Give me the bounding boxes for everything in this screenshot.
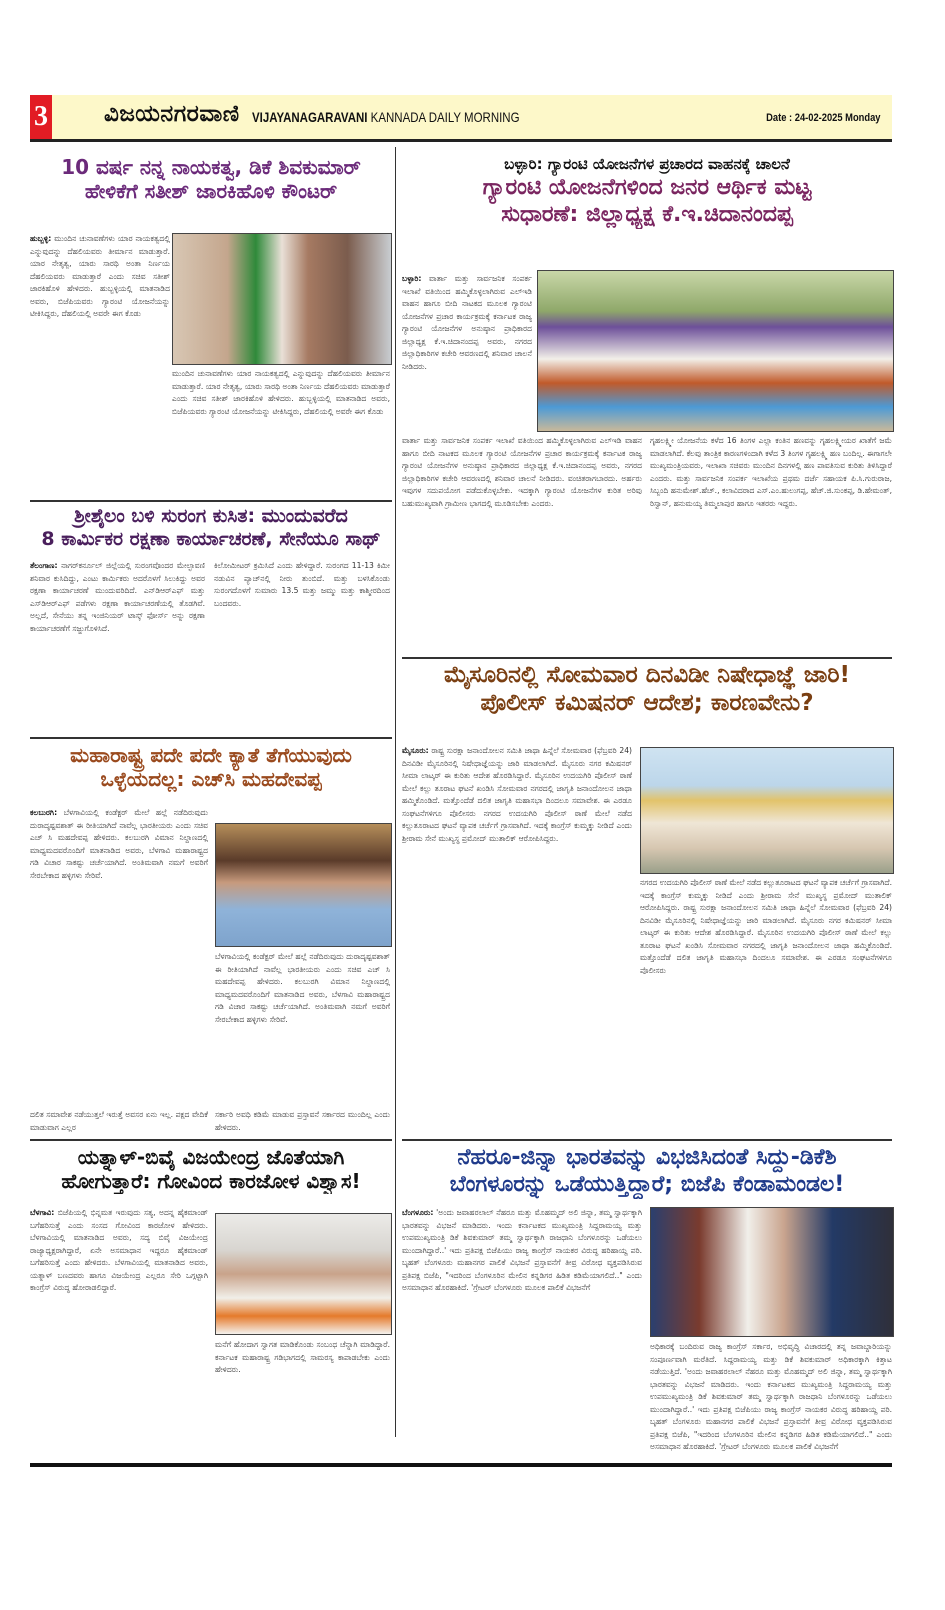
body-text: ಮನೆಗೆ ಹೋದಾಗ ಸ್ವಾಗತ ಮಾಡಿಕೊಂಡು ಸಂಬಂಧ ಚೆನ್ನಾಗಿ ಮಾಡಿದ್ದಾರೆ. ಕರ್ನಾಟಕ ಮಹಾರಾಷ್ಟ್ರ ಗಡಿಭಾಗದಲ್ಲಿ ಸಾಮರಸ್ಯ ಕಾಪಾಡಬೇಕು ಎಂದು ಹೇಳಿದರು.	[215, 1340, 390, 1374]
headline-satish[interactable]	[30, 155, 392, 204]
article-body-mahadevappa-cont	[215, 951, 390, 1109]
dateline: ಬೆಂಗಳೂರು:	[402, 1208, 434, 1217]
article-body-karajol-cont	[215, 1339, 390, 1459]
headline-mahadevappa[interactable]	[30, 743, 392, 792]
section-rule	[30, 737, 392, 739]
body-text: ಬಿಜೆಪಿಯಲ್ಲಿ ಭಿನ್ನಮತ ಇರುವುದು ಸತ್ಯ, ಅದನ್ನ ಹೈಕಮಾಂಡ್ ಬಗೆಹರಿಸುತ್ತೆ ಎಂದು ಸಂಸದ ಗೋವಿಂದ ಕಾರಜೋಳ ಹೇಳಿದರು. ಬೆಳಗಾವಿಯಲ್ಲಿ ಮಾತನಾಡಿದ ಅವರು, ಸದ್ಯ ಬಿವೈ ವಿಜಯೇಂದ್ರ ರಾಜ್ಯಾಧ್ಯಕ್ಷರಾಗಿದ್ದಾರೆ, ಏನೇ ಅಸಮಾಧಾನ ಇದ್ದರೂ ಹೈಕಮಾಂಡ್ ಬಗೆಹರಿಸುತ್ತೆ ಎಂದು ಹೇಳಿದರು. ಬೆಳಗಾವಿಯಲ್ಲಿ ಮಾತನಾಡಿದ ಅವರು, ಯತ್ನಾಳ್ ಬಣದವರು ಹಾಗೂ ವಿಜಯೇಂದ್ರ ಎಲ್ಲರೂ ಸೇರಿ ಒಗ್ಗಟ್ಟಾಗಿ ಕಾಂಗ್ರೆಸ್ ವಿರುದ್ಧ ಹೋರಾಡಲಿದ್ದಾರೆ.	[30, 1208, 208, 1292]
section-rule	[402, 1139, 892, 1141]
masthead	[30, 95, 892, 139]
body-text: ದಲಿತ ಸಮಾವೇಶ ನಡೆಯುತ್ತಲೆ ಇರುತ್ತೆ ಅವಸರ ಏನು ಇಲ್ಲ. ಪಕ್ಷದ ವೇದಿಕೆ ಮಾಡುವಾಗ ಎಲ್ಲರ	[30, 1110, 208, 1132]
article-body-srisailam-cont	[214, 560, 390, 728]
column-divider	[395, 147, 396, 1437]
headline-line: ಬೆಂಗಳೂರನ್ನು ಒಡೆಯುತ್ತಿದ್ದಾರೆ; ಬಿಜೆಪಿ ಕೆಂಡಾಮಂಡಲ!	[449, 1171, 845, 1197]
article-body-satish	[30, 233, 170, 458]
headline-line: ಮಹಾರಾಷ್ಟ್ರ ಪದೇ ಪದೇ ಕ್ಯಾತೆ ತೆಗೆಯುವುದು	[70, 743, 352, 767]
article-body-nehru-cont	[650, 1341, 892, 1459]
body-text: ಮುಂದಿನ ಚುನಾವಣೆಗಳು ಯಾರ ನಾಯಕತ್ವದಲ್ಲಿ ಎನ್ನುವುದನ್ನು ದೆಹಲಿಯವರು ತೀರ್ಮಾನ ಮಾಡುತ್ತಾರೆ. ಯಾರ ನೇತೃತ್ವ, ಯಾರು ಸಾರಥಿ ಅಂತಾ ನಿರ್ಣಯ ದೆಹಲಿಯವರು ಮಾಡುತ್ತಾರೆ ಎಂದು ಸಚಿವ ಸತೀಶ್ ಜಾರಕಿಹೊಳಿ ಹೇಳಿದರು. ಹುಬ್ಬಳ್ಳಿಯಲ್ಲಿ ಮಾತನಾಡಿದ ಅವರು, ಬಿಜೆಪಿಯವರು ಗ್ಯಾರಂಟಿ ಯೋಜನೆಯನ್ನು ಟೀಕಿಸಿದ್ದರು, ದೆಹಲಿಯಲ್ಲಿ ಅವರೇ ಈಗ ಕೊಡು	[30, 234, 170, 318]
article-body-mysuru-cont	[640, 877, 892, 1135]
section-rule	[402, 657, 892, 659]
body-text: ಬೆಳಗಾವಿಯಲ್ಲಿ ಕಂಡೆಕ್ಟರ್ ಮೇಲೆ ಹಲ್ಲೆ ನಡೆದಿರುವುದು ದುರಾದೃಷ್ಟವಶಾತ್ ಈ ರೀತಿಯಾಗಿದೆ ನಾವೆಲ್ಲ ಭಾರತೀಯರು ಎಂದು ಸಚಿವ ಎಚ್ ಸಿ ಮಹದೇವಪ್ಪ ಹೇಳಿದರು. ಕಲಬುರಗಿ ವಿಮಾನ ನಿಲ್ದಾಣದಲ್ಲಿ ಮಾಧ್ಯಮದವರೊಂದಿಗೆ ಮಾತನಾಡಿದ ಅವರು, ಬೆಳಗಾವಿ ಮಹಾರಾಷ್ಟ್ರದ ಗಡಿ ವಿಚಾರ ಸಾಕಷ್ಟು ಚರ್ಚೆಯಾಗಿದೆ. ಅಂತಿಮವಾಗಿ ನಮಗೆ ಅವರಿಗೆ ಸೇರಬೇಕಾದ ಹಳ್ಳಿಗಳು ಸೇರಿವೆ.	[215, 952, 390, 1024]
dateline: ತೆಲಂಗಾಣ:	[30, 561, 58, 570]
dateline: ಮೈಸೂರು:	[402, 746, 429, 755]
article-body-srisailam	[30, 560, 205, 728]
page-bottom-rule	[30, 1463, 892, 1467]
headline-line: ಮೈಸೂರಿನಲ್ಲಿ ಸೋಮವಾರ ದಿನವಿಡೀ ನಿಷೇಧಾಜ್ಞೆ ಜಾರಿ!	[443, 662, 851, 688]
headline-line: ನೆಹರೂ-ಜಿನ್ನಾ ಭಾರತವನ್ನು ವಿಭಜಿಸಿದಂತೆ ಸಿದ್ದು-ಡಿಕೆಶಿ	[457, 1145, 837, 1170]
headline-line: ಯತ್ನಾಳ್-ಬಿವೈ ವಿಜಯೇಂದ್ರ ಜೊತೆಯಾಗಿ	[77, 1145, 345, 1169]
body-text: ವಾರ್ತಾ ಮತ್ತು ಸಾರ್ವಜನಿಕ ಸಂಪರ್ಕ ಇಲಾಖೆ ವತಿಯಿಂದ ಹಮ್ಮಿಕೊಳ್ಳಲಾಗಿರುವ ಎಲ್ಇಡಿ ವಾಹನ ಹಾಗೂ ಬೀದಿ ನಾಟಕದ ಮೂಲಕ ಗ್ಯಾರಂಟಿ ಯೋಜನೆಗಳ ಪ್ರಚಾರ ಕಾರ್ಯಕ್ರಮಕ್ಕೆ ಕರ್ನಾಟಕ ರಾಜ್ಯ ಗ್ಯಾರಂಟಿ ಯೋಜನೆಗಳ ಅನುಷ್ಠಾನ ಪ್ರಾಧಿಕಾರದ ಜಿಲ್ಲಾಧ್ಯಕ್ಷ ಕೆ.ಇ.ಚಿದಾನಂದಪ್ಪ ಅವರು, ನಗರದ ಜಿಲ್ಲಾಧಿಕಾರಿಗಳ ಕಚೇರಿ ಆವರಣದಲ್ಲಿ ಶನಿವಾರ ಚಾಲನೆ ನೀಡಿದರು.	[402, 436, 642, 483]
body-text: ನಾಗರ್‌ಕರ್ನೂಲ್ ಜಿಲ್ಲೆಯಲ್ಲಿ ಸುರಂಗವೊಂದರ ಮೇಲ್ಛಾವಣಿ ಶನಿವಾರ ಕುಸಿದಿದ್ದು, ಎಂಟು ಕಾರ್ಮಿಕರು ಅದರೊಳಗೆ ಸಿಲುಕಿದ್ದು ಅವರ ರಕ್ಷಣಾ ಕಾರ್ಯಾಚರಣೆ ಮುಂದುವರಿದಿದೆ. ಎನ್‌ಡಿಆರ್‌ಎಫ್ ಮತ್ತು ಎಸ್‌ಡಿಆರ್‌ಎಫ್ ಪಡೆಗಳು ರಕ್ಷಣಾ ಕಾರ್ಯಾಚರಣೆಯಲ್ಲಿ ತೊಡಗಿವೆ. ಅಲ್ಲದೆ, ಸೇನೆಯು ತನ್ನ ಇಂಜಿನಿಯರ್ ಟಾಸ್ಕ್ ಫೋರ್ಸ್ ಅನ್ನು ರಕ್ಷಣಾ ಕಾರ್ಯಾಚರಣೆಗೆ ಸಜ್ಜುಗೊಳಿಸಿದೆ.	[30, 561, 205, 633]
dateline: ಕಲಬುರಗಿ:	[30, 808, 58, 817]
headline-line: ಹೇಳಿಕೆಗೆ ಸತೀಶ್ ಜಾರಕಿಹೊಳಿ ಕೌಂಟರ್	[84, 179, 338, 204]
article-body-satish-cont	[172, 368, 390, 460]
article-body-mysuru	[402, 745, 632, 1135]
body-text: 'ಅಂದು ಜವಾಹರಲಾಲ್ ನೆಹರೂ ಮತ್ತು ಮೊಹಮ್ಮದ್ ಅಲಿ ಜಿನ್ನಾ, ತಮ್ಮ ಸ್ವಾರ್ಥಕ್ಕಾಗಿ ಭಾರತವನ್ನು ವಿಭಜನೆ ಮಾಡಿದರು. ಇಂದು ಕರ್ನಾಟಕದ ಮುಖ್ಯಮಂತ್ರಿ ಸಿದ್ದರಾಮಯ್ಯ ಮತ್ತು ಉಪಮುಖ್ಯಮಂತ್ರಿ ಡಿಕೆ ಶಿವಕುಮಾರ್ ತಮ್ಮ ಸ್ವಾರ್ಥಕ್ಕಾಗಿ ರಾಜಧಾನಿ ಬೆಂಗಳೂರನ್ನು ಒಡೆಯಲು ಮುಂದಾಗಿದ್ದಾರೆ..' ಇದು ಪ್ರತಿಪಕ್ಷ ಬಿಜೆಪಿಯು ರಾಜ್ಯ ಕಾಂಗ್ರೆಸ್ ನಾಯಕರ ವಿರುದ್ಧ ಹರಿಹಾಯ್ದ ಪರಿ. ಬೃಹತ್ ಬೆಂಗಳೂರು ಮಹಾನಗರ ಪಾಲಿಕೆ ವಿಭಜನೆ ಪ್ರಸ್ತಾವನೆಗೆ ತೀವ್ರ ವಿರೋಧ ವ್ಯಕ್ತಪಡಿಸಿರುವ ಪ್ರತಿಪಕ್ಷ ಬಿಜೆಪಿ, "ಇದರಿಂದ ಬೆಂಗಳೂರಿನ ಮೇಲಿನ ಕನ್ನಡಿಗರ ಹಿಡಿತ ಕಡಿಮೆಯಾಗಲಿದೆ.." ಎಂದು ಅಸಮಾಧಾನ ಹೊರಹಾಕಿದೆ. 'ಗ್ರೇಟರ್ ಬೆಂಗಳೂರು ಮೂಲಕ ಪಾಲಿಕೆ ವಿಭಜನೆಗೆ	[650, 1367, 892, 1451]
headline-guarantee[interactable]	[402, 175, 892, 229]
body-text: ಅಧಿಕಾರಕ್ಕೆ ಬಂದಿರುವ ರಾಜ್ಯ ಕಾಂಗ್ರೆಸ್ ಸರ್ಕಾರ, ಅಭಿವೃದ್ಧಿ ವಿಚಾರದಲ್ಲಿ ತನ್ನ ಜವಾಬ್ದಾರಿಯನ್ನು ಸಂಪೂರ್ಣವಾಗಿ ಮರೆತಿದೆ. ಸಿದ್ದರಾಮಯ್ಯ ಮತ್ತು ಡಿಕೆ ಶಿವಕುಮಾರ್ ಅಧಿಕಾರಕ್ಕಾಗಿ ಕಿತ್ತಾಟ ನಡೆಯುತ್ತಿದೆ.	[650, 1342, 892, 1376]
logo-kannada: ವಿಜಯನಗರವಾಣಿ	[104, 101, 240, 127]
headline-line: ಪೊಲೀಸ್ ಕಮಿಷನರ್ ಆದೇಶ; ಕಾರಣವೇನು?	[480, 690, 814, 717]
headline-line: ಒಳ್ಳೆಯದಲ್ಲ: ಎಚ್‌ಸಿ ಮಹದೇವಪ್ಪ	[100, 767, 322, 792]
body-text: ಮುಂದಿನ ಚುನಾವಣೆಗಳು ಯಾರ ನಾಯಕತ್ವದಲ್ಲಿ ಎನ್ನುವುದನ್ನು ದೆಹಲಿಯವರು ತೀರ್ಮಾನ ಮಾಡುತ್ತಾರೆ. ಯಾರ ನೇತೃತ್ವ, ಯಾರು ಸಾರಥಿ ಅಂತಾ ನಿರ್ಣಯ ದೆಹಲಿಯವರು ಮಾಡುತ್ತಾರೆ ಎಂದು ಸಚಿವ ಸತೀಶ್ ಜಾರಕಿಹೊಳಿ ಹೇಳಿದರು. ಹುಬ್ಬಳ್ಳಿಯಲ್ಲಿ ಮಾತನಾಡಿದ ಅವರು, ಬಿಜೆಪಿಯವರು ಗ್ಯಾರಂಟಿ ಯೋಜನೆಯನ್ನು ಟೀಕಿಸಿದ್ದರು, ದೆಹಲಿಯಲ್ಲಿ ಅವರೇ ಈಗ ಕೊಡು	[172, 369, 390, 416]
body-text: ಮತ್ತು ಸಾರ್ವಜನಿಕ ಸಂಪರ್ಕ ಇಲಾಖೆಯ ಪ್ರಥಮ ದರ್ಜೆ ಸಹಾಯಕ ಪಿ.ಸಿ.ಗುರುರಾಜ, ಸಿಬ್ಬಂದಿ ಹನುಮೇಶ್.ಹೆಚ್., ಕಲಾವಿದರಾದ ಎಸ್.ಎಂ.ಹುಲುಗಪ್ಪ, ಹೆಚ್.ಜಿ.ಸುಂಕಪ್ಪ, ಡಿ.ಹೇಮಂತ್, ರಿಸ್ವಾನ್, ಹನುಮಯ್ಯ ತಿಮ್ಮಲಾಪುರ ಹಾಗೂ ಇತರರು ಇದ್ದರು.	[650, 473, 892, 508]
body-text: ನಗರದ ಉದಯಗಿರಿ ಪೊಲೀಸ್ ಠಾಣೆ ಮೇಲೆ ನಡೆದ ಕಲ್ಲುತೂರಾಟದ ಘಟನೆ ವ್ಯಾಪಕ ಚರ್ಚೆಗೆ ಗ್ರಾಸವಾಗಿದೆ. ಇದಕ್ಕೆ ಕಾಂಗ್ರೆಸ್ ಕುಮ್ಮಕ್ಕು ನೀಡಿದೆ ಎಂದು ಶ್ರೀರಾಮ ಸೇನೆ ಮುಖ್ಯಸ್ಥ ಪ್ರಮೋದ್ ಮುತಾಲಿಕ್ ಆರೋಪಿಸಿದ್ದರು.	[640, 878, 892, 912]
section-rule	[30, 500, 392, 502]
photo-karajol	[215, 1213, 392, 1335]
dateline: ಹುಬ್ಬಳ್ಳಿ:	[30, 234, 52, 243]
dateline: ಬೆಳಗಾವಿ:	[30, 1208, 55, 1217]
headline-line: ಸುಧಾರಣೆ: ಜಿಲ್ಲಾಧ್ಯಕ್ಷ ಕೆ.ಇ.ಚಿದಾನಂದಪ್ಪ	[501, 201, 793, 227]
logo-english-rest: KANNADA DAILY MORNING	[367, 109, 520, 125]
article-body-guarantee-cont	[402, 435, 642, 635]
logo-english-bold: VIJAYANAGARAVANI	[252, 109, 368, 125]
photo-mysuru-palace	[640, 747, 894, 874]
headline-mysuru[interactable]	[402, 661, 892, 717]
headline-nehru[interactable]	[402, 1145, 892, 1199]
section-rule	[30, 1139, 392, 1141]
masthead-rule	[30, 139, 892, 142]
article-body-mahadevappa-end2	[215, 1109, 390, 1135]
headline-karajol[interactable]	[30, 1145, 392, 1194]
article-body-mahadevappa-end	[30, 1109, 208, 1135]
logo-english	[252, 109, 520, 125]
headline-line: 8 ಕಾರ್ಮಿಕರ ರಕ್ಷಣಾ ಕಾರ್ಯಾಚರಣೆ, ಸೇನೆಯೂ ಸಾಥ್	[41, 528, 381, 551]
body-text: ಕಿಲೋಮೀಟರ್ ಕ್ರಮಿಸಿದೆ ಎಂದು ಹೇಳಿದ್ದಾರೆ. ಸುರಂಗದ 11-13 ಕಿಮೀ ನಡುವಿನ ಪ್ಯಾಚ್‌ನಲ್ಲಿ ನೀರು ತುಂಬಿದೆ. ಮತ್ತು ಬಳಸಿಕೊಂಡು ಸುರಂಗದೊಳಗೆ ಸುಮಾರು 13.5 ಮತ್ತು ಜಮ್ಮು ಮತ್ತು ಕಾಶ್ಮೀರದಿಂದ ಬಂದವರು.	[214, 561, 390, 608]
article-body-mahadevappa	[30, 807, 208, 1109]
body-text: ವಂಚಿತರಾಗಬಾರದು. ಅರ್ಹರು ಇವುಗಳ ಸದುಪಯೋಗ ಪಡೆದುಕೊಳ್ಳಬೇಕು. ಇದಕ್ಕಾಗಿ ಗ್ಯಾರಂಟಿ ಯೋಜನೆಗಳ ಕುರಿತ ಅರಿವು ಬಹುಮುಖ್ಯವಾಗಿ ಗ್ರಾಮೀಣ ಭಾಗದಲ್ಲಿ ಮೂಡಿಸಬೇಕು ಎಂದರು.	[402, 473, 642, 508]
headline-srisailam[interactable]	[30, 505, 392, 551]
headline-line: ಹೋಗುತ್ತಾರೆ: ಗೋವಿಂದ ಕಾರಜೋಳ ವಿಶ್ವಾಸ!	[61, 1169, 361, 1194]
body-text: ಗೃಹಲಕ್ಷ್ಮೀ ಯೋಜನೆಯ ಕಳೆದ 16 ತಿಂಗಳ ಎಲ್ಲಾ ಕಂತಿನ ಹಣವನ್ನು ಗೃಹಲಕ್ಷ್ಮೀಯರ ಖಾತೆಗೆ ಜಮೆ ಮಾಡಲಾಗಿದೆ. ಕೆಲವು ತಾಂತ್ರಿಕ ಕಾರಣಗಳಿಂದಾಗಿ ಕಳೆದ 3 ತಿಂಗಳ ಗೃಹಲಕ್ಷ್ಮಿ ಹಣ ಬಂದಿಲ್ಲ. ಈಗಾಗಲೇ ಮುಖ್ಯಮಂತ್ರಿಯವರು, ಇಲಾಖಾ ಸಚಿವರು ಮುಂದಿನ ದಿನಗಳಲ್ಲಿ ಹಣ ಪಾವತಿಸುವ ಕುರಿತು ತಿಳಿಸಿದ್ದಾರೆ ಎಂದರು.	[650, 436, 892, 483]
body-text: 'ಅಂದು ಜವಾಹರಲಾಲ್ ನೆಹರೂ ಮತ್ತು ಮೊಹಮ್ಮದ್ ಅಲಿ ಜಿನ್ನಾ, ತಮ್ಮ ಸ್ವಾರ್ಥಕ್ಕಾಗಿ ಭಾರತವನ್ನು ವಿಭಜನೆ ಮಾಡಿದರು. ಇಂದು ಕರ್ನಾಟಕದ ಮುಖ್ಯಮಂತ್ರಿ ಸಿದ್ದರಾಮಯ್ಯ ಮತ್ತು ಉಪಮುಖ್ಯಮಂತ್ರಿ ಡಿಕೆ ಶಿವಕುಮಾರ್ ತಮ್ಮ ಸ್ವಾರ್ಥಕ್ಕಾಗಿ ರಾಜಧಾನಿ ಬೆಂಗಳೂರನ್ನು ಒಡೆಯಲು ಮುಂದಾಗಿದ್ದಾರೆ..' ಇದು ಪ್ರತಿಪಕ್ಷ ಬಿಜೆಪಿಯು ರಾಜ್ಯ ಕಾಂಗ್ರೆಸ್ ನಾಯಕರ ವಿರುದ್ಧ ಹರಿಹಾಯ್ದ ಪರಿ. ಬೃಹತ್ ಬೆಂಗಳೂರು ಮಹಾನಗರ ಪಾಲಿಕೆ ವಿಭಜನೆ ಪ್ರಸ್ತಾವನೆಗೆ ತೀವ್ರ ವಿರೋಧ ವ್ಯಕ್ತಪಡಿಸಿರುವ ಪ್ರತಿಪಕ್ಷ ಬಿಜೆಪಿ, "ಇದರಿಂದ ಬೆಂಗಳೂರಿನ ಮೇಲಿನ ಕನ್ನಡಿಗರ ಹಿಡಿತ ಕಡಿಮೆಯಾಗಲಿದೆ.." ಎಂದು ಅಸಮಾಧಾನ ಹೊರಹಾಕಿದೆ. 'ಗ್ರೇಟರ್ ಬೆಂಗಳೂರು ಮೂಲಕ ಪಾಲಿಕೆ ವಿಭಜನೆಗೆ	[402, 1208, 642, 1292]
page-number-badge: 3	[30, 95, 52, 139]
article-body-karajol	[30, 1207, 208, 1459]
body-text: ಸರ್ಕಾರಿ ಅವಧಿ ಕಡಿಮೆ ಮಾಡುವ ಪ್ರಸ್ತಾವನೆ ಸರ್ಕಾರದ ಮುಂದಿಲ್ಲ ಎಂದು ಹೇಳಿದರು.	[215, 1110, 390, 1132]
headline-line: ಶ್ರೀಶೈಲಂ ಬಳಿ ಸುರಂಗ ಕುಸಿತ: ಮುಂದುವರೆದ	[74, 505, 348, 527]
photo-guarantee-vehicle	[537, 270, 894, 432]
body-text: ವಾರ್ತಾ ಮತ್ತು ಸಾರ್ವಜನಿಕ ಸಂಪರ್ಕ ಇಲಾಖೆ ವತಿಯಿಂದ ಹಮ್ಮಿಕೊಳ್ಳಲಾಗಿರುವ ಎಲ್ಇಡಿ ವಾಹನ ಹಾಗೂ ಬೀದಿ ನಾಟಕದ ಮೂಲಕ ಗ್ಯಾರಂಟಿ ಯೋಜನೆಗಳ ಪ್ರಚಾರ ಕಾರ್ಯಕ್ರಮಕ್ಕೆ ಕರ್ನಾಟಕ ರಾಜ್ಯ ಗ್ಯಾರಂಟಿ ಯೋಜನೆಗಳ ಅನುಷ್ಠಾನ ಪ್ರಾಧಿಕಾರದ ಜಿಲ್ಲಾಧ್ಯಕ್ಷ ಕೆ.ಇ.ಚಿದಾನಂದಪ್ಪ ಅವರು, ನಗರದ ಜಿಲ್ಲಾಧಿಕಾರಿಗಳ ಕಚೇರಿ ಆವರಣದಲ್ಲಿ ಶನಿವಾರ ಚಾಲನೆ ನೀಡಿದರು.	[402, 274, 532, 371]
dateline: ಬಳ್ಳಾರಿ:	[402, 274, 422, 283]
photo-cm-dcm	[650, 1207, 894, 1337]
body-text: ನಗರದ ಉದಯಗಿರಿ ಪೊಲೀಸ್ ಠಾಣೆ ಮೇಲೆ ನಡೆದ ಕಲ್ಲುತೂರಾಟದ ಘಟನೆ ವ್ಯಾಪಕ ಚರ್ಚೆಗೆ ಗ್ರಾಸವಾಗಿದೆ. ಇದಕ್ಕೆ ಕಾಂಗ್ರೆಸ್ ಕುಮ್ಮಕ್ಕು ನೀಡಿದೆ ಎಂದು ಶ್ರೀರಾಮ ಸೇನೆ ಮುಖ್ಯಸ್ಥ ಪ್ರಮೋದ್ ಮುತಾಲಿಕ್ ಆರೋಪಿಸಿದ್ದರು.	[402, 808, 632, 843]
headline-line: ಗ್ಯಾರಂಟಿ ಯೋಜನೆಗಳಿಂದ ಜನರ ಆರ್ಥಿಕ ಮಟ್ಟ	[482, 175, 812, 200]
date-label: Date : 24-02-2025 Monday	[765, 112, 880, 124]
kicker-guarantee: ಬಳ್ಳಾರಿ: ಗ್ಯಾರಂಟಿ ಯೋಜನೆಗಳ ಪ್ರಚಾರದ ವಾಹನಕ್ಕೆ ಚಾಲನೆ	[504, 155, 790, 173]
photo-mahadevappa	[215, 823, 392, 947]
article-body-guarantee	[402, 273, 532, 458]
body-text: ರಾಷ್ಟ್ರ ಸುರಕ್ಷಾ ಜನಾಂದೋಲನ ಸಮಿತಿ ಜಾಥಾ ಹಿನ್ನೆಲೆ ಸೋಮವಾರ (ಫೆಬ್ರವರಿ 24) ದಿನವಿಡೀ ಮೈಸೂರಿನಲ್ಲಿ ನಿಷೇಧಾಜ್ಞೆಯನ್ನು ಜಾರಿ ಮಾಡಲಾಗಿದೆ. ಮೈಸೂರು ನಗರ ಕಮಿಷನರ್ ಸೀಮಾ ಲಾಟ್ಕರ್ ಈ ಕುರಿತು ಆದೇಶ ಹೊರಡಿಸಿದ್ದಾರೆ. ಮೈಸೂರಿನ ಉದಯಗಿರಿ ಪೊಲೀಸ್ ಠಾಣೆ ಮೇಲೆ ಕಲ್ಲು ತೂರಾಟ ಘಟನೆ ಖಂಡಿಸಿ ಸೋಮವಾರ ನಗರದಲ್ಲಿ ಜಾಗೃತಿ ಜನಾಂದೋಲನ ಜಾಥಾ ಹಮ್ಮಿಕೊಂಡಿದೆ. ಮತ್ತೊಂದೆಡೆ ದಲಿತ ಜಾಗೃತಿ ಮಹಾಸಭಾ ದಿಂದಲೂ ಸಮಾವೇಶ. ಈ ಎರಡೂ ಸಂಘಟನೆಗಳಿಗೂ ಪೊಲೀಸರು	[640, 903, 892, 975]
headline-line: 10 ವರ್ಷ ನನ್ನ ನಾಯಕತ್ವ, ಡಿಕೆ ಶಿವಕುಮಾರ್	[61, 155, 361, 179]
article-body-guarantee-cont2	[650, 435, 892, 635]
article-body-nehru	[402, 1207, 642, 1459]
body-text: ರಾಷ್ಟ್ರ ಸುರಕ್ಷಾ ಜನಾಂದೋಲನ ಸಮಿತಿ ಜಾಥಾ ಹಿನ್ನೆಲೆ ಸೋಮವಾರ (ಫೆಬ್ರವರಿ 24) ದಿನವಿಡೀ ಮೈಸೂರಿನಲ್ಲಿ ನಿಷೇಧಾಜ್ಞೆಯನ್ನು ಜಾರಿ ಮಾಡಲಾಗಿದೆ. ಮೈಸೂರು ನಗರ ಕಮಿಷನರ್ ಸೀಮಾ ಲಾಟ್ಕರ್ ಈ ಕುರಿತು ಆದೇಶ ಹೊರಡಿಸಿದ್ದಾರೆ. ಮೈಸೂರಿನ ಉದಯಗಿರಿ ಪೊಲೀಸ್ ಠಾಣೆ ಮೇಲೆ ಕಲ್ಲು ತೂರಾಟ ಘಟನೆ ಖಂಡಿಸಿ ಸೋಮವಾರ ನಗರದಲ್ಲಿ ಜಾಗೃತಿ ಜನಾಂದೋಲನ ಜಾಥಾ ಹಮ್ಮಿಕೊಂಡಿದೆ. ಮತ್ತೊಂದೆಡೆ ದಲಿತ ಜಾಗೃತಿ ಮಹಾಸಭಾ ದಿಂದಲೂ ಸಮಾವೇಶ. ಈ ಎರಡೂ ಸಂಘಟನೆಗಳಿಗೂ ಪೊಲೀಸರು	[402, 746, 632, 818]
body-text: ಬೆಳಗಾವಿಯಲ್ಲಿ ಕಂಡೆಕ್ಟರ್ ಮೇಲೆ ಹಲ್ಲೆ ನಡೆದಿರುವುದು ದುರಾದೃಷ್ಟವಶಾತ್ ಈ ರೀತಿಯಾಗಿದೆ ನಾವೆಲ್ಲ ಭಾರತೀಯರು ಎಂದು ಸಚಿವ ಎಚ್ ಸಿ ಮಹದೇವಪ್ಪ ಹೇಳಿದರು. ಕಲಬುರಗಿ ವಿಮಾನ ನಿಲ್ದಾಣದಲ್ಲಿ ಮಾಧ್ಯಮದವರೊಂದಿಗೆ ಮಾತನಾಡಿದ ಅವರು, ಬೆಳಗಾವಿ ಮಹಾರಾಷ್ಟ್ರದ ಗಡಿ ವಿಚಾರ ಸಾಕಷ್ಟು ಚರ್ಚೆಯಾಗಿದೆ. ಅಂತಿಮವಾಗಿ ನಮಗೆ ಅವರಿಗೆ ಸೇರಬೇಕಾದ ಹಳ್ಳಿಗಳು ಸೇರಿವೆ.	[30, 808, 208, 880]
photo-leaders	[172, 233, 392, 365]
